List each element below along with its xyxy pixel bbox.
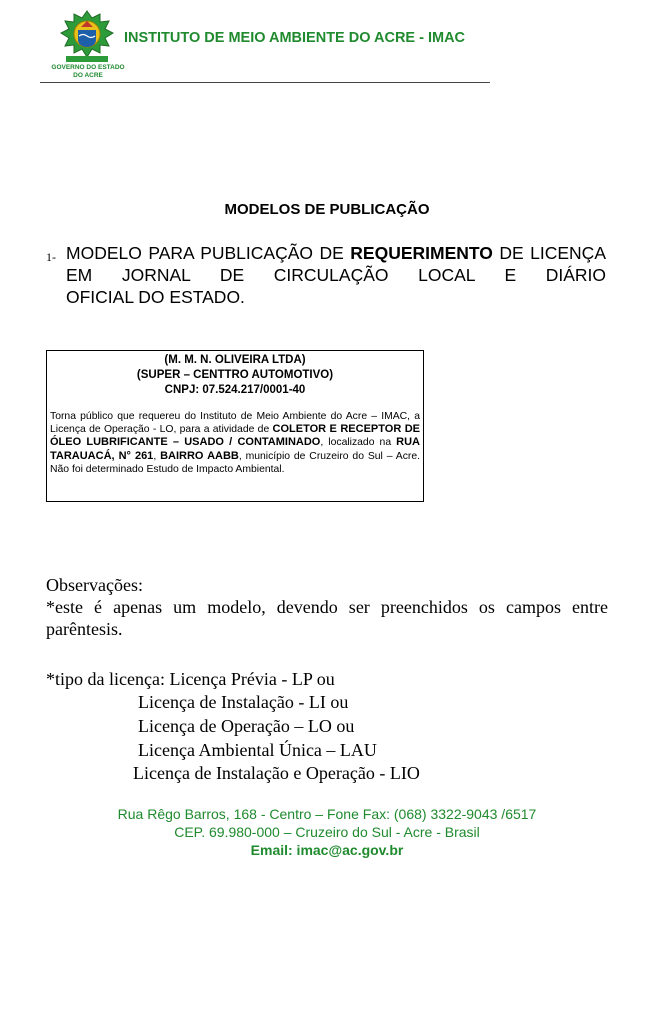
item-text-after: DE LICENÇA EM JORNAL DE CIRCULAÇÃO LOCAL E DIÁRIO xyxy=(66,243,606,285)
item-description xyxy=(66,242,606,308)
acre-state-emblem-icon xyxy=(56,8,118,64)
publication-text-part1: Torna público que requereu do Instituto de Meio Ambiente do Acre – IMAC, a Licença de Operação - LO, para a atividade de xyxy=(50,411,420,436)
header-divider xyxy=(40,82,490,83)
government-label-line1: GOVERNO DO ESTADO xyxy=(51,64,125,71)
footer-email: Email: imac@ac.gov.br xyxy=(250,842,404,858)
footer-city: CEP. 69.980-000 – Cruzeiro do Sul - Acre - Brasil xyxy=(174,824,480,840)
institute-title: INSTITUTO DE MEIO AMBIENTE DO ACRE - IMAC xyxy=(124,30,466,46)
footer-address: Rua Rêgo Barros, 168 - Centro – Fone Fax: (068) 3322-9043 /6517 xyxy=(117,806,537,822)
publication-text-part3: , xyxy=(153,450,161,462)
license-types-intro: *tipo da licença: Licença Prévia - LP ou xyxy=(46,669,335,689)
model-item-1 xyxy=(46,242,606,308)
observations-section xyxy=(46,574,608,640)
observations-heading: Observações: xyxy=(46,575,143,595)
publication-text-part4: , município de Cruzeiro do Sul – Acre. Não foi determinado Estudo de Impacto Ambiental. xyxy=(50,450,421,475)
license-type-item: Licença de Operação – LO ou xyxy=(138,716,355,736)
government-label-line2: DO ACRE xyxy=(73,72,103,79)
activity-name: COLETOR E RECEPTOR DE ÓLEO LUBRIFICANTE – USADO / CONTAMINADO xyxy=(50,423,420,449)
publication-model-box xyxy=(46,350,424,502)
street-address: RUA TARAUACÁ, N° 261 xyxy=(50,436,420,462)
item-text-before: MODELO PARA PUBLICAÇÃO DE xyxy=(66,243,351,263)
license-type-item: Licença Ambiental Única – LAU xyxy=(138,740,377,760)
publication-text-part2: , localizado na xyxy=(320,437,397,449)
item-text-last: OFICIAL DO ESTADO. xyxy=(66,287,245,307)
publication-text xyxy=(50,410,420,476)
document-title: MODELOS DE PUBLICAÇÃO xyxy=(224,201,430,218)
cnpj-number: CNPJ: 07.524.217/0001-40 xyxy=(164,384,306,396)
license-type-item: Licença de Instalação e Operação - LIO xyxy=(133,763,420,783)
trade-name: (SUPER – CENTTRO AUTOMOTIVO) xyxy=(136,369,334,381)
government-label xyxy=(40,64,136,80)
observations-note: *este é apenas um modelo, devendo ser preenchidos os campos entre parêntesis. xyxy=(46,597,608,639)
item-text-bold: REQUERIMENTO xyxy=(350,243,493,263)
company-name: (M. M. N. OLIVEIRA LTDA) xyxy=(164,354,306,366)
license-type-item: Licença de Instalação - LI ou xyxy=(138,692,349,712)
neighborhood-name: BAIRRO AABB xyxy=(160,449,239,462)
item-number: 1- xyxy=(46,250,56,264)
